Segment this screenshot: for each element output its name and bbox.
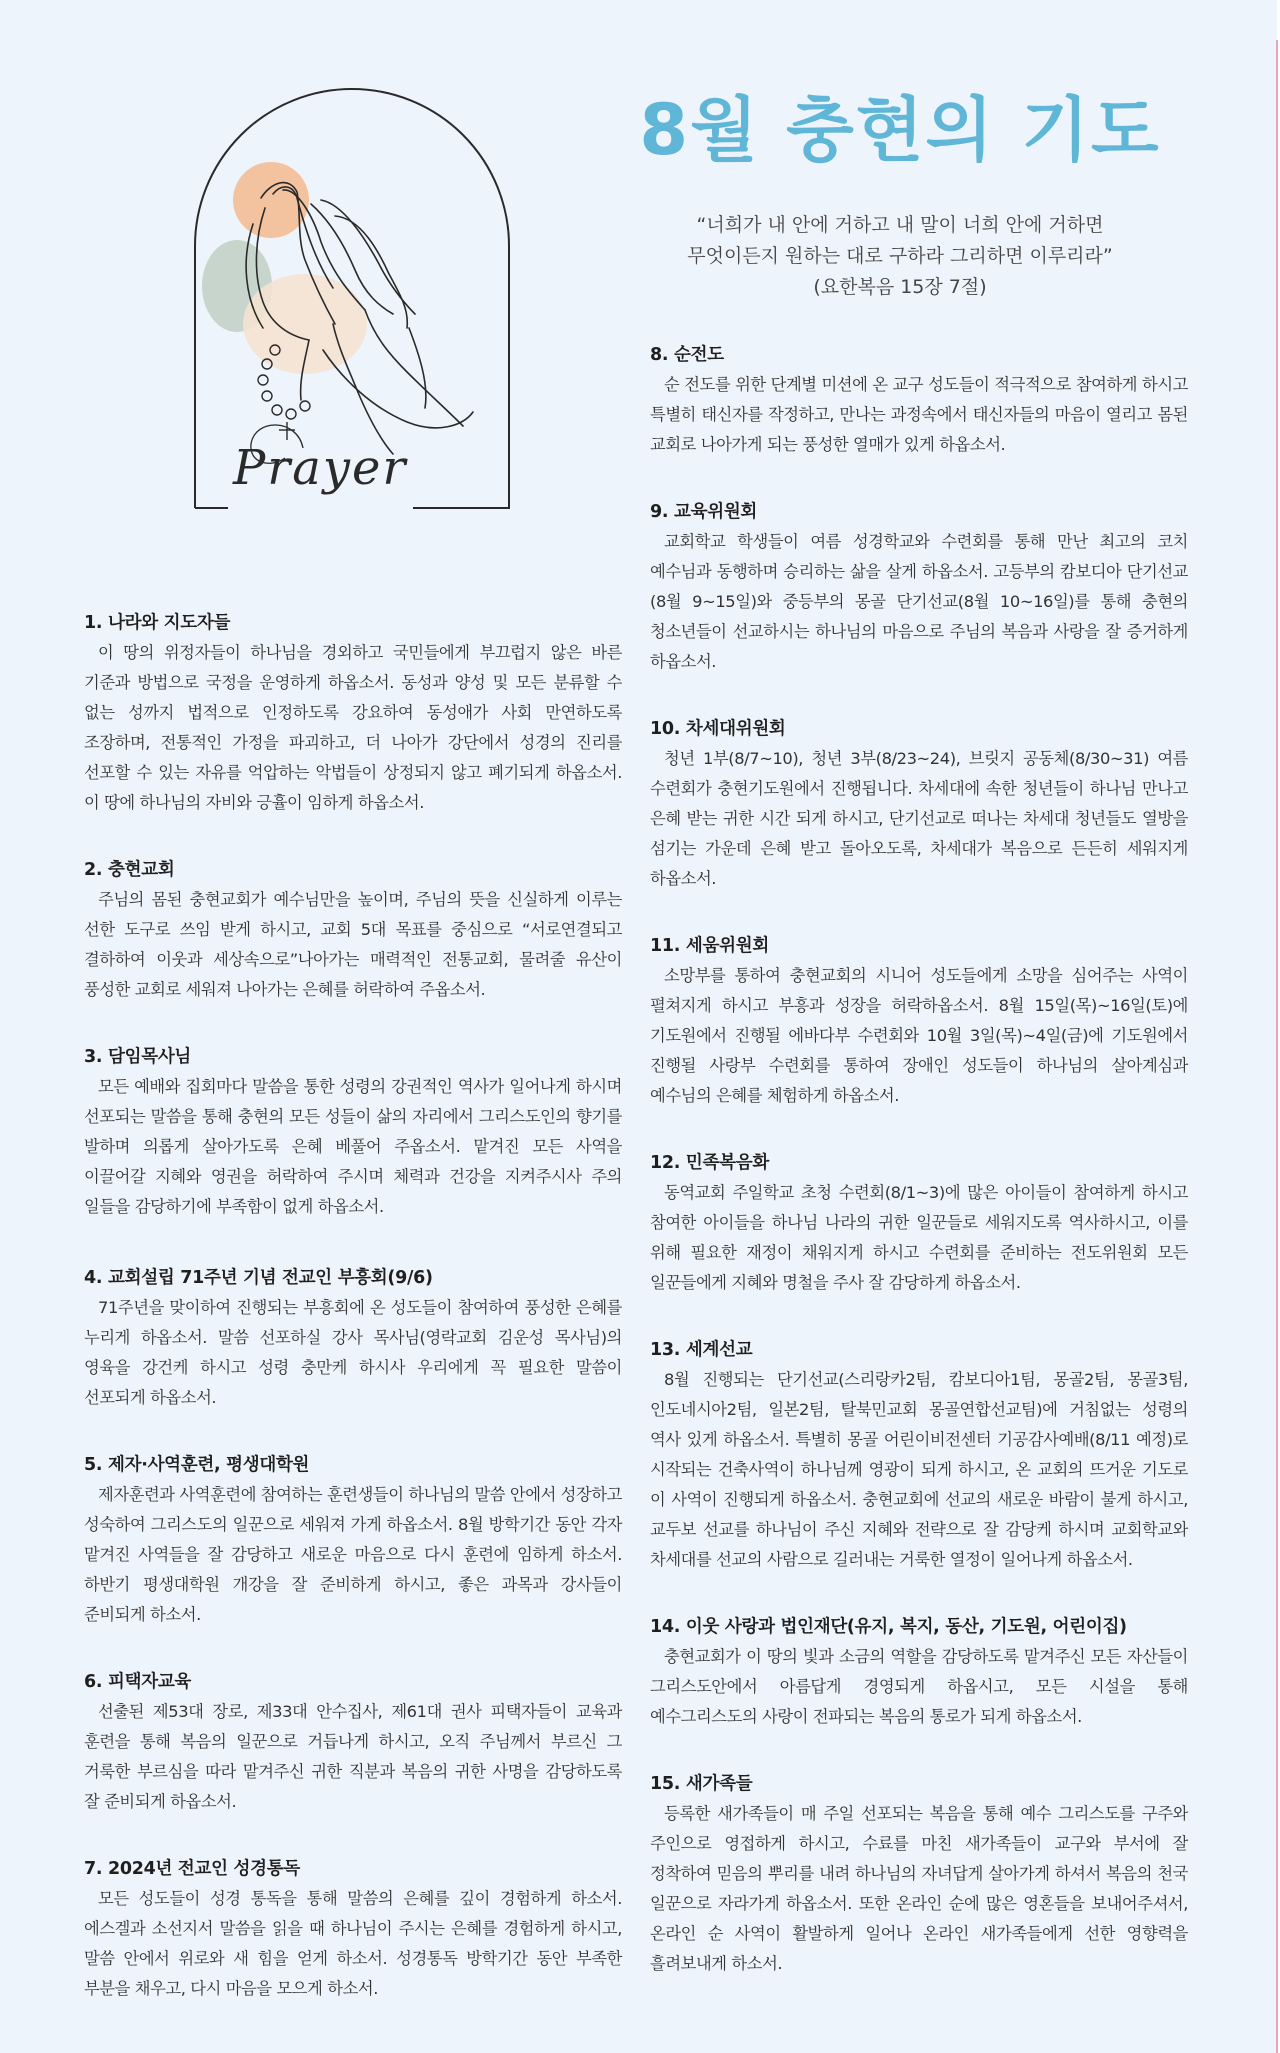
prayer-section <box>650 340 1188 460</box>
praying-hands-illustration <box>193 88 511 512</box>
section-body: 청년 1부(8/7~10), 청년 3부(8/23~24), 브릿지 공동체(8/30~31) 여름 수련회가 충현기도원에서 진행됩니다. 차세대에 속한 청년들이 하나님 만나고 은혜 받는 귀한 시간 되게 하시고, 단기선교로 떠나는 차세대 청년들도 열방을 섬기는 가운데 은혜 받고 돌아오도록, 차세대가 복음으로 든든히 세워지게 하옵소서. <box>650 749 1188 888</box>
prayer-section <box>650 1148 1188 1298</box>
prayer-section <box>650 1612 1188 1732</box>
section-body: 동역교회 주일학교 초청 수련회(8/1~3)에 많은 아이들이 참여하게 하시고 참여한 아이들을 하나님 나라의 귀한 일꾼들로 세워지도록 역사하시고, 이를 위해 필요한 재정이 채워지게 하시고 수련회를 준비하는 전도위원회 모든 일꾼들에게 지혜와 명철을 주사 잘 감당하게 하옵소서. <box>650 1183 1188 1292</box>
left-column <box>84 608 622 2041</box>
prayer-section <box>650 931 1188 1111</box>
section-body: 주님의 몸된 충현교회가 예수님만을 높이며, 주님의 뜻을 신실하게 이루는 선한 도구로 쓰임 받게 하시고, 교회 5대 목표를 중심으로 “서로연결되고 결하하여 이웃과 세상속으로”나아가는 매력적인 전통교회, 물려줄 유산이 풍성한 교회로 세워져 나아가는 은혜를 허락하여 주옵소서. <box>84 890 622 999</box>
page-title: 8월 충현의 기도 <box>639 89 1161 171</box>
right-column <box>650 340 1188 2016</box>
section-title: 2. 충현교회 <box>84 860 175 880</box>
section-body: 순 전도를 위한 단계별 미션에 온 교구 성도들이 적극적으로 참여하게 하시고 특별히 태신자를 작정하고, 만나는 과정속에서 태신자들의 마음이 열리고 몸된 교회로 나아가게 되는 풍성한 열매가 있게 하옵소서. <box>650 375 1188 454</box>
section-body: 8월 진행되는 단기선교(스리랑카2팀, 캄보디아1팀, 몽골2팀, 몽골3팀, 인도네시아2팀, 일본2팀, 탈북민교회 몽골연합선교팀)에 거침없는 성령의 역사 있게 하옵소서. 특별히 몽골 어린이비전센터 기공감사예배(8/11 예정)로 시작되는 건축사역이 하나님께 영광이 되게 하시고, 온 교회의 뜨거운 기도로 이 사역이 진행되게 하옵소서. 충현교회에 선교의 새로운 바람이 불게 하시고, 교두보 선교를 하나님이 주신 지혜와 전략으로 잘 감당케 하시며 교회학교와 차세대를 선교의 사람으로 길러내는 거룩한 열정이 일어나게 하옵소서. <box>650 1370 1188 1569</box>
prayer-section <box>650 1769 1188 1979</box>
section-title: 13. 세계선교 <box>650 1340 753 1360</box>
section-title: 10. 차세대위원회 <box>650 719 786 739</box>
section-title: 1. 나라와 지도자들 <box>84 613 231 633</box>
prayer-emblem <box>193 88 511 512</box>
section-title: 15. 새가족들 <box>650 1774 753 1794</box>
section-body: 모든 예배와 집회마다 말씀을 통한 성령의 강권적인 역사가 일어나게 하시며 선포되는 말씀을 통해 충현의 모든 성들이 삶의 자리에서 그리스도인의 향기를 발하며 의롭게 살아가도록 은혜 베풀어 주옵소서. 맡겨진 모든 사역을 이끌어갈 지혜와 영권을 허락하여 주시며 체력과 건강을 지켜주시사 주의 일들을 감당하기에 부족함이 없게 하옵소서. <box>84 1077 622 1216</box>
section-title: 5. 제자·사역훈련, 평생대학원 <box>84 1455 310 1475</box>
section-body: 선출된 제53대 장로, 제33대 안수집사, 제61대 권사 피택자들이 교육과 훈련을 통해 복음의 일꾼으로 거듭나게 하시고, 오직 주님께서 부르신 그 거룩한 부르심을 따라 맡겨주신 귀한 직분과 복음의 귀한 사명을 감당하도록 잘 준비되게 하옵소서. <box>84 1702 622 1811</box>
section-body: 제자훈련과 사역훈련에 참여하는 훈련생들이 하나님의 말씀 안에서 성장하고 성숙하여 그리스도의 일꾼으로 세워져 가게 하옵소서. 8월 방학기간 동안 각자 맡겨진 사역들을 잘 감당하고 새로운 마음으로 다시 훈련에 임하게 하소서. 하반기 평생대학원 개강을 잘 준비하게 하시고, 좋은 과목과 강사들이 준비되게 하소서. <box>84 1485 622 1624</box>
prayer-section <box>650 497 1188 677</box>
section-body: 등록한 새가족들이 매 주일 선포되는 복음을 통해 예수 그리스도를 구주와 주인으로 영접하게 하시고, 수료를 마친 새가족들이 교구와 부서에 잘 정착하여 믿음의 뿌리를 내려 하나님의 자녀답게 살아가게 하셔서 복음의 천국 일꾼으로 자라가게 하옵소서. 또한 온라인 순에 많은 영혼들을 보내어주셔서, 온라인 순 사역이 활발하게 일어나 온라인 새가족들에게 선한 영향력을 흘려보내게 하소서. <box>650 1804 1188 1973</box>
verse-reference: (요한복음 15장 7절) <box>813 276 987 298</box>
section-body: 이 땅의 위정자들이 하나님을 경외하고 국민들에게 부끄럽지 않은 바른 기준과 방법으로 국정을 운영하게 하옵소서. 동성과 양성 및 모든 분류할 수 없는 성까지 법적으로 인정하도록 강요하여 동성애가 사회 만연하도록 조장하며, 전통적인 가정을 파괴하고, 더 나아가 강단에서 성경의 진리를 선포할 수 있는 자유를 억압하는 악법들이 상정되지 않고 폐기되게 하옵소서. 이 땅에 하나님의 자비와 긍휼이 임하게 하옵소서. <box>84 643 622 812</box>
prayer-section <box>84 1450 622 1630</box>
prayer-section <box>84 1042 622 1222</box>
prayer-section <box>84 855 622 1005</box>
section-body: 교회학교 학생들이 여름 성경학교와 수련회를 통해 만난 최고의 코치 예수님과 동행하며 승리하는 삶을 살게 하옵소서. 고등부의 캄보디아 단기선교(8월 9~15일)와 중등부의 몽골 단기선교(8월 10~16일)를 통해 충현의 청소년들이 선교하시는 하나님의 마음으로 주님의 복음과 사랑을 잘 증거하게 하옵소서. <box>650 532 1188 671</box>
prayer-section <box>650 1335 1188 1575</box>
prayer-section <box>84 1263 622 1413</box>
prayer-section <box>84 1854 622 2004</box>
section-title: 9. 교육위원회 <box>650 502 758 522</box>
section-title: 12. 민족복음화 <box>650 1153 769 1173</box>
section-title: 8. 순전도 <box>650 345 724 365</box>
scripture-verse <box>640 210 1160 303</box>
section-title: 4. 교회설립 71주년 기념 전교인 부흥회(9/6) <box>84 1268 433 1288</box>
emblem-text: Prayer <box>233 440 408 496</box>
section-body: 모든 성도들이 성경 통독을 통해 말씀의 은혜를 깊이 경험하게 하소서. 에스겔과 소선지서 말씀을 읽을 때 하나님이 주시는 은혜를 경험하게 하시고, 말씀 안에서 위로와 새 힘을 얻게 하소서. 성경통독 방학기간 동안 부족한 부분을 채우고, 다시 마음을 모으게 하소서. <box>84 1889 622 1998</box>
prayer-section <box>650 714 1188 894</box>
section-title: 3. 담임목사님 <box>84 1047 192 1067</box>
page-edge-line <box>1276 40 1278 2053</box>
section-title: 14. 이웃 사랑과 법인재단(유지, 복지, 동산, 기도원, 어린이집) <box>650 1617 1127 1637</box>
section-title: 7. 2024년 전교인 성경통독 <box>84 1859 300 1879</box>
section-title: 11. 세움위원회 <box>650 936 769 956</box>
section-body: 소망부를 통하여 충현교회의 시니어 성도들에게 소망을 심어주는 사역이 펼쳐지게 하시고 부흥과 성장을 허락하옵소서. 8월 15일(목)~16일(토)에 기도원에서 진행될 에바다부 수련회와 10월 3일(목)~4일(금)에 기도원에서 진행될 사랑부 수련회를 통하여 장애인 성도들이 하나님의 살아계심과 예수님의 은혜를 체험하게 하옵소서. <box>650 966 1188 1105</box>
section-body: 충현교회가 이 땅의 빛과 소금의 역할을 감당하도록 맡겨주신 모든 자산들이 그리스도안에서 아름답게 경영되게 하옵시고, 모든 시설을 통해 예수그리스도의 사랑이 전파되는 복음의 통로가 되게 하옵소서. <box>650 1647 1188 1726</box>
verse-line: “너희가 내 안에 거하고 내 말이 너희 안에 거하면 <box>696 214 1104 236</box>
section-body: 71주년을 맞이하여 진행되는 부흥회에 온 성도들이 참여하여 풍성한 은혜를 누리게 하옵소서. 말씀 선포하실 강사 목사님(영락교회 김운성 목사님)의 영육을 강건케 하시고 성령 충만케 하시사 우리에게 꼭 필요한 말씀이 선포되게 하옵소서. <box>84 1298 622 1407</box>
section-title: 6. 피택자교육 <box>84 1672 192 1692</box>
prayer-section <box>84 608 622 818</box>
prayer-section <box>84 1667 622 1817</box>
verse-line: 무엇이든지 원하는 대로 구하라 그리하면 이루리라” <box>687 245 1113 267</box>
